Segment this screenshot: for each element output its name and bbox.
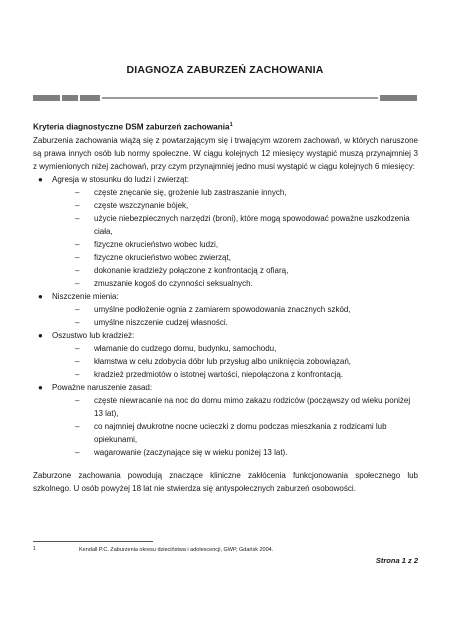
document-title: DIAGNOZA ZABURZEŃ ZACHOWANIA — [126, 64, 324, 76]
document-body — [33, 119, 418, 495]
dash-icon: – — [75, 421, 80, 431]
item-text: fizyczne okrucieństwo wobec zwierząt, — [94, 252, 231, 262]
dash-icon: – — [75, 304, 80, 314]
dash-icon: – — [75, 278, 80, 288]
dash-icon: – — [75, 252, 80, 262]
header-rule — [33, 95, 417, 101]
list-item — [52, 264, 418, 277]
dash-icon: – — [75, 369, 80, 379]
item-text: fizyczne okrucieństwo wobec ludzi, — [94, 239, 219, 249]
criteria-list — [33, 173, 418, 459]
dash-icon: – — [75, 447, 80, 457]
item-text: częste znęcanie się, grożenie lub zastraszanie innych, — [94, 187, 287, 197]
item-text: co najmniej dwukrotne nocne ucieczki z domu podczas mieszkania z rodzicami lub opiekunami, — [94, 421, 387, 444]
item-text: częste wszczynanie bójek, — [94, 200, 189, 210]
footnote-separator — [33, 541, 153, 542]
category-label: Oszustwo lub kradzież: — [52, 330, 135, 340]
item-text: zmuszanie kogoś do czynności seksualnych. — [94, 278, 253, 288]
rule-line — [102, 97, 378, 99]
heading-text: Kryteria diagnostyczne DSM zaburzeń zachowania — [33, 122, 230, 132]
item-text: użycie niebezpiecznych narzędzi (broni), które mogą spowodować poważne uszkodzenia ciała, — [94, 213, 410, 236]
criteria-items — [52, 303, 418, 329]
list-item — [52, 355, 418, 368]
category-label: Agresja w stosunku do ludzi i zwierząt: — [52, 174, 189, 184]
list-item — [52, 368, 418, 381]
list-item — [52, 316, 418, 329]
criteria-category — [33, 173, 418, 290]
dash-icon: – — [75, 343, 80, 353]
conclusion-paragraph: Zaburzone zachowania powodują znaczące kliniczne zakłócenia funkcjonowania społecznego lub szkolnego. U osób powyżej 18 lat nie stwierdza się antyspołecznych zaburzeń osobowości. — [33, 470, 418, 493]
list-item — [52, 186, 418, 199]
dash-icon: – — [75, 187, 80, 197]
item-text: kradzież przedmiotów o istotnej wartości, niepołączona z konfrontacją. — [94, 369, 344, 379]
bullet-icon: ● — [38, 382, 43, 392]
criteria-items — [52, 186, 418, 290]
item-text: dokonanie kradzieży połączone z konfrontacją z ofiarą, — [94, 265, 289, 275]
dash-icon: – — [75, 213, 80, 223]
criteria-category — [33, 329, 418, 381]
page-number: Strona 1 z 2 — [375, 556, 418, 565]
rule-segment — [62, 95, 78, 101]
section-heading — [33, 119, 418, 134]
criteria-items — [52, 342, 418, 381]
footnote-ref: 1 — [229, 122, 233, 128]
criteria-items — [52, 394, 418, 459]
category-label: Niszczenie mienia: — [52, 291, 119, 301]
bullet-icon: ● — [38, 330, 43, 340]
list-item — [52, 199, 418, 212]
item-text: częste niewracanie na noc do domu mimo zakazu rodziców (począwszy od wieku poniżej 13 lat), — [94, 395, 411, 418]
footnote-text: Kendall P.C. Zaburzenia okresu dzieciństwa i adolescencji, GWP, Gdańsk 2004. — [79, 547, 274, 553]
criteria-category — [33, 381, 418, 459]
item-text: umyślne podłożenie ognia z zamiarem spowodowania znacznych szkód, — [94, 304, 351, 314]
item-text: wagarowanie (zaczynające się w wieku poniżej 13 lat). — [94, 447, 288, 457]
dash-icon: – — [75, 200, 80, 210]
item-text: kłamstwa w celu zdobycia dóbr lub przysług albo uniknięcia zobowiązań, — [94, 356, 352, 366]
dash-icon: – — [75, 265, 80, 275]
dash-icon: – — [75, 395, 80, 405]
bullet-icon: ● — [38, 291, 43, 301]
list-item — [52, 212, 418, 238]
list-item — [52, 238, 418, 251]
dash-icon: – — [75, 317, 80, 327]
intro-paragraph: Zaburzenia zachowania wiążą się z powtarzającym się i trwającym wzorem zachowań, w których naruszone są prawa innych osób lub normy społeczne. W ciągu kolejnych 12 miesięcy wystąpić muszą przynajmniej 3 z wymienionych niżej zachowań, przy czym przynajmniej jedno musi wystąpić w ciągu kolejnych 6 miesięcy: — [33, 135, 418, 171]
criteria-category — [33, 290, 418, 329]
category-label: Poważne naruszenie zasad: — [52, 382, 153, 392]
list-item — [52, 342, 418, 355]
list-item — [52, 251, 418, 264]
list-item — [52, 394, 418, 420]
list-item — [52, 303, 418, 316]
rule-segment — [380, 95, 417, 101]
dash-icon: – — [75, 356, 80, 366]
dash-icon: – — [75, 239, 80, 249]
list-item — [52, 277, 418, 290]
rule-segment — [80, 95, 100, 101]
footnote-number: 1 — [33, 546, 36, 552]
item-text: umyślne niszczenie cudzej własności. — [94, 317, 228, 327]
bullet-icon: ● — [38, 174, 43, 184]
list-item — [52, 446, 418, 459]
item-text: włamanie do cudzego domu, budynku, samochodu, — [94, 343, 277, 353]
rule-segment — [33, 95, 60, 101]
list-item — [52, 420, 418, 446]
